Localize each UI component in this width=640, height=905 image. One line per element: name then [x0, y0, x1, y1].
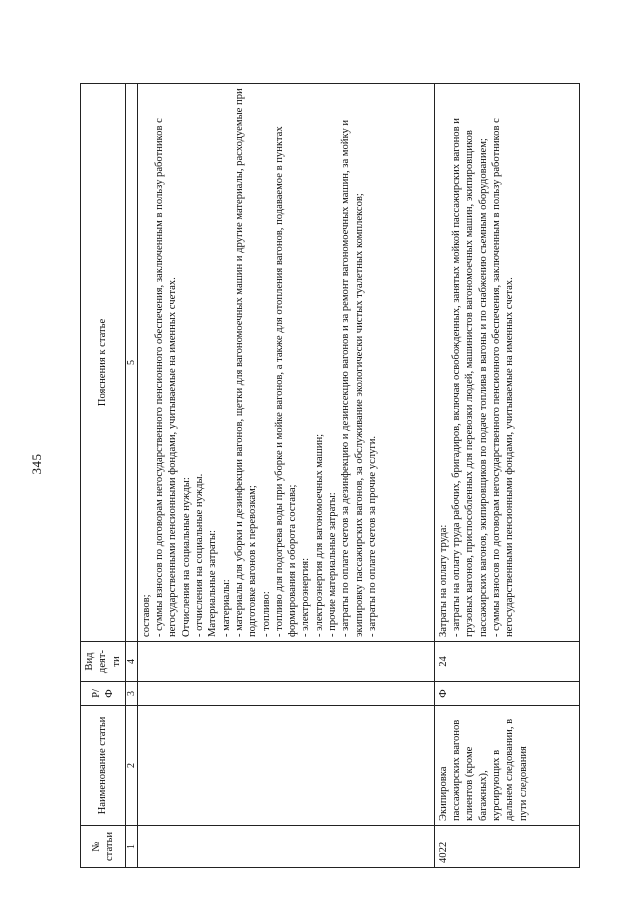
cell-activity: 24: [434, 642, 579, 682]
header-rf: Р/Ф: [81, 682, 126, 706]
explanation-line: Отчисления на социальные нужды:: [180, 477, 192, 637]
explanation-line: - затраты на оплату труда рабочих, бригадиров, включая освобожденных, занятых мойкой пассажирских вагонов и грузовых вагонов, приспособленных для перевозки людей, машинистов вагономоечных машин, экипировщиков пассажирских вагонов, экипировщиков по подаче топлива в вагоны и по снабжению съемным оборудованием;: [451, 118, 489, 637]
cell-num: 4022: [434, 826, 579, 868]
cell-name: [137, 706, 434, 826]
cell-num: [137, 826, 434, 868]
page-number: 345: [29, 453, 44, 475]
table-row: [434, 84, 579, 868]
cell-explanation: [137, 84, 434, 642]
explanation-line: - материалы:: [220, 579, 232, 637]
cell-name: Экипировка пассажирских вагонов клиентов (кроме багажных), курсирующих в дальнем следовании, в пути следования: [434, 706, 579, 826]
explanation-line: - суммы взносов по договорам негосударственного пенсионного обеспечения, заключенным в пользу работников с негосударственными пенсионными фондами, учитываемые на именных счетах.: [491, 118, 516, 637]
explanation-line: Материальные затраты:: [207, 530, 219, 637]
header-activity: Вид деят-ти: [81, 642, 126, 682]
header-num: № статьи: [81, 826, 126, 868]
col-index: 3: [125, 682, 137, 706]
explanation-line: - прочие материальные затраты:: [327, 492, 339, 637]
col-index: 1: [125, 826, 137, 868]
col-index: 4: [125, 642, 137, 682]
explanation-line: - затраты по оплате счетов за прочие услуги.: [366, 435, 378, 637]
explanation-line: - суммы взносов по договорам негосударственного пенсионного обеспечения, заключенным в пользу работников с негосударственными пенсионными фондами, учитываемые на именных счетах.: [154, 118, 179, 637]
header-name: Наименование статьи: [81, 706, 126, 826]
explanation-line: Затраты на оплату труда:: [437, 524, 449, 637]
explanation-line: - электроэнергия:: [300, 557, 312, 637]
document-table-sheet: [80, 83, 613, 868]
explanation-line: - материалы для уборки и дезинфекции вагонов, щетки для вагономоечных машин и другие материалы, расходуемые при подготовке вагонов к перевозкам;: [233, 88, 259, 637]
cost-items-table: [80, 83, 580, 868]
col-index: 2: [125, 706, 137, 826]
cell-rf: Ф: [434, 682, 579, 706]
explanation-line: - отчисления на социальные нужды.: [194, 473, 206, 637]
cell-activity: [137, 642, 434, 682]
explanation-line: - топливо:: [260, 591, 272, 637]
cell-rf: [137, 682, 434, 706]
explanation-line: - затраты по оплате счетов за дезинфекцию и дезинсекцию вагонов и за ремонт вагономоечных машин, за мойку и экипировку пассажирских вагонов, за обслуживание экологически чистых туалетных комплексов;: [340, 119, 365, 637]
cell-explanation: [434, 84, 579, 642]
explanation-line: - топливо для подогрева воды при уборке и мойке вагонов, а также для отопления вагонов, подаваемое в пунктах формирования и оборота состава;: [273, 126, 299, 637]
explanation-line: - электроэнергия для вагономоечных машин;: [313, 433, 325, 637]
col-index: 5: [125, 84, 137, 642]
explanation-line: составов;: [140, 594, 152, 637]
table-header-row: [81, 84, 126, 868]
header-explanation: Пояснения к статье: [81, 84, 126, 642]
table-row: [137, 84, 434, 868]
column-index-row: [125, 84, 137, 868]
